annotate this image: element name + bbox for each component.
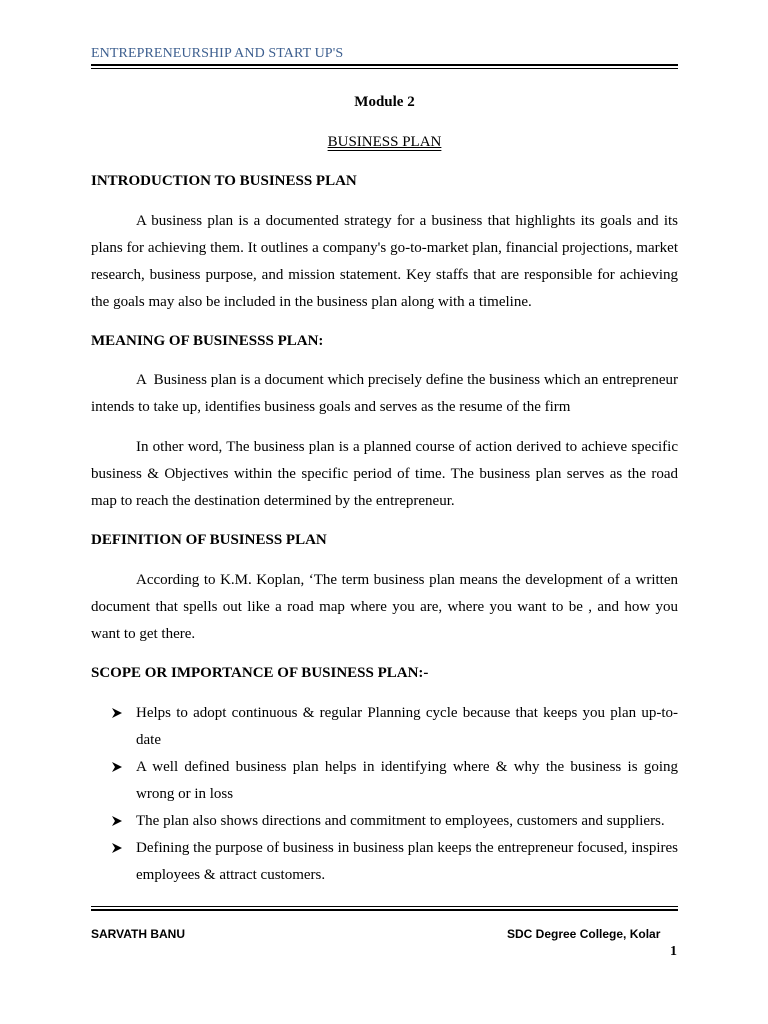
footer-college: SDC Degree College, Kolar — [507, 927, 661, 941]
meaning-heading: MEANING OF BUSINESSS PLAN: — [91, 333, 324, 349]
list-item — [91, 700, 678, 754]
arrowhead-bullet-icon — [111, 707, 123, 719]
meaning-paragraph-2: In other word, The business plan is a planned course of action derived to achieve specific business & Objectives within the specific period of time. The business plan serves as the road map to reach the destination determined by the entrepreneur. — [91, 439, 678, 509]
scope-list — [91, 700, 678, 889]
list-item-text: The plan also shows directions and commitment to employees, customers and suppliers. — [136, 813, 665, 829]
arrowhead-bullet-icon — [111, 761, 123, 773]
footer-author: SARVATH BANU — [91, 927, 186, 941]
intro-heading: INTRODUCTION TO BUSINESS PLAN — [91, 173, 357, 189]
footer-rule-thin — [91, 906, 678, 907]
list-item-text: Helps to adopt continuous & regular Planning cycle because that keeps you plan up-to-date — [136, 705, 678, 748]
header-rule-thick — [91, 64, 678, 66]
arrowhead-bullet-icon — [111, 815, 123, 827]
list-item — [91, 835, 678, 889]
header-rule-thin — [91, 68, 678, 69]
footer-rule-thick — [91, 909, 678, 911]
page-number: 1 — [670, 944, 677, 959]
main-title-text: BUSINESS PLAN — [327, 134, 442, 150]
module-label: Module 2 — [354, 94, 415, 110]
intro-paragraph: A business plan is a documented strategy for a business that highlights its goals and its plans for achieving them. It outlines a company's go-to-market plan, financial projections, market research, business purpose, and mission statement. Key staffs that are responsible for achieving the goals may also be included in the business plan along with a timeline. — [91, 213, 678, 310]
meaning-paragraph-1: A Business plan is a document which precisely define the business which an entrepreneur intends to take up, identifies business goals and serves as the resume of the firm — [91, 372, 682, 415]
running-header-title: ENTREPRENEURSHIP AND START UP'S — [91, 46, 344, 61]
scope-heading: SCOPE OR IMPORTANCE OF BUSINESS PLAN:- — [91, 665, 429, 681]
definition-paragraph: According to K.M. Koplan, ‘The term business plan means the development of a written document that spells out like a road map where you are, where you want to be , and how you want to get there. — [91, 572, 678, 642]
list-item — [91, 754, 678, 808]
list-item-text: Defining the purpose of business in business plan keeps the entrepreneur focused, inspires employees & attract customers. — [136, 840, 678, 883]
list-item-text: A well defined business plan helps in identifying where & why the business is going wrong or in loss — [136, 759, 678, 802]
list-item — [91, 808, 678, 835]
main-title — [91, 134, 678, 151]
definition-heading: DEFINITION OF BUSINESS PLAN — [91, 532, 327, 548]
arrowhead-bullet-icon — [111, 842, 123, 854]
